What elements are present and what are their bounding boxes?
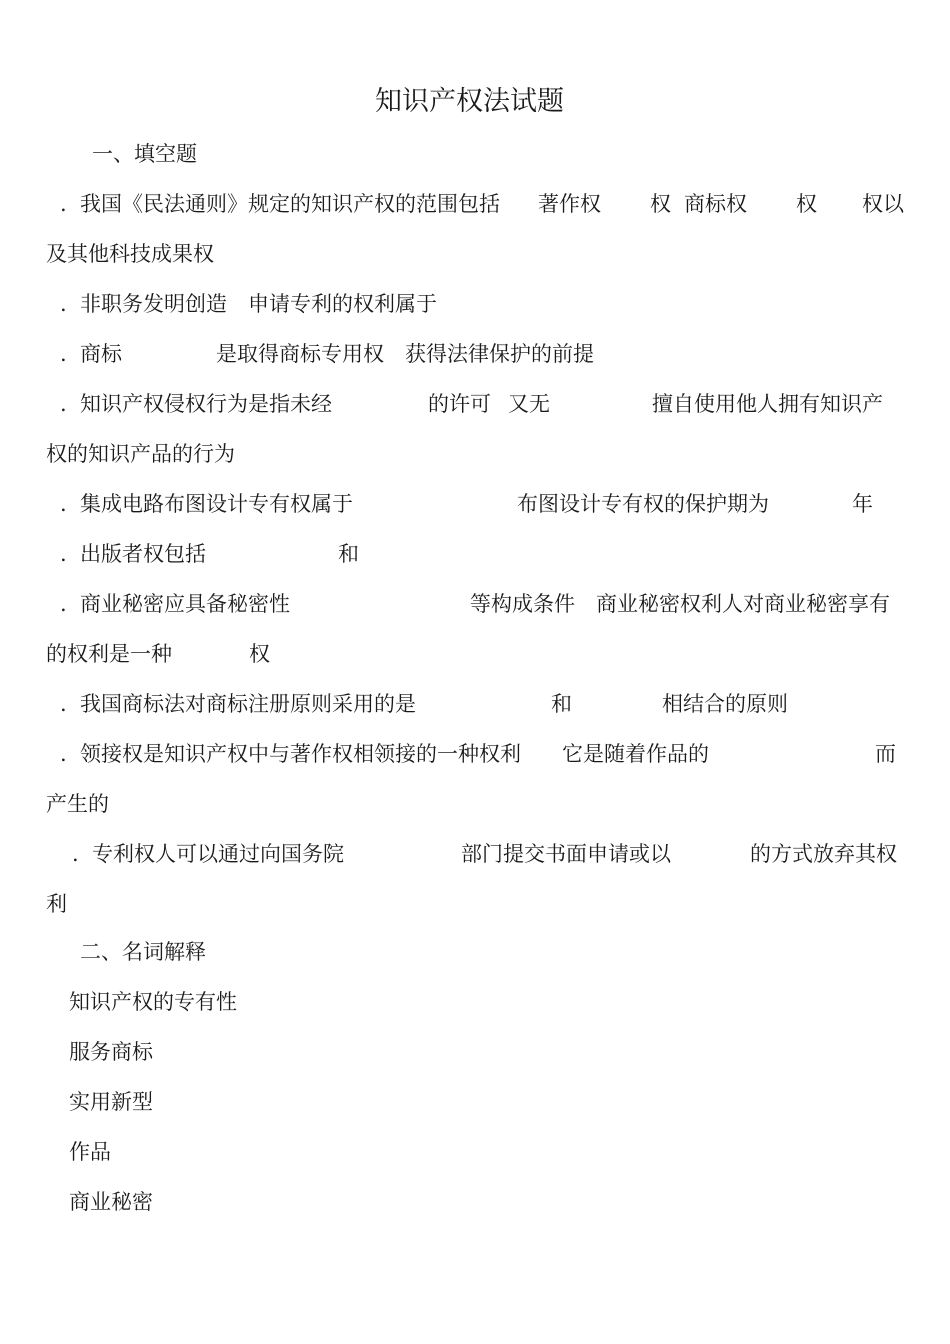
question-number: . — [60, 692, 67, 716]
question-number: . — [60, 292, 67, 316]
term-item: 作品 — [69, 1140, 111, 1164]
question-text: 的方式放弃其权 — [750, 842, 897, 866]
question-text: 权 — [650, 192, 671, 216]
question-text: 和 — [551, 692, 572, 716]
question-text-continued: 的权利是一种 — [46, 642, 172, 666]
question-text-continued: 利 — [46, 892, 67, 916]
question-text: 擅自使用他人拥有知识产 — [652, 392, 883, 416]
question-number: . — [60, 542, 67, 566]
question-number: . — [60, 742, 67, 766]
question-number: . — [72, 842, 79, 866]
question-text: 部门提交书面申请或以 — [461, 842, 671, 866]
term-item: 服务商标 — [69, 1040, 153, 1064]
question-number: . — [60, 192, 67, 216]
question-text: 的许可 — [428, 392, 491, 416]
question-number: . — [60, 392, 67, 416]
question-text: 而 — [875, 742, 896, 766]
question-text: 非职务发明创造 — [80, 292, 227, 316]
question-text: 权 — [796, 192, 817, 216]
question-text: 又无 — [508, 392, 550, 416]
question-text: 商业秘密权利人对商业秘密享有 — [596, 592, 890, 616]
question-text: 申请专利的权利属于 — [248, 292, 437, 316]
question-text: 年 — [852, 492, 873, 516]
term-item: 实用新型 — [69, 1090, 153, 1114]
question-number: . — [60, 592, 67, 616]
question-text: 集成电路布图设计专有权属于 — [80, 492, 353, 516]
question-text: 布图设计专有权的保护期为 — [517, 492, 769, 516]
question-text: 著作权 — [538, 192, 601, 216]
question-text: 专利权人可以通过向国务院 — [92, 842, 344, 866]
question-text: 权以 — [862, 192, 904, 216]
question-number: . — [60, 342, 67, 366]
question-text-continued: 权的知识产品的行为 — [46, 442, 235, 466]
question-number: . — [60, 492, 67, 516]
question-text: 它是随着作品的 — [562, 742, 709, 766]
term-item: 商业秘密 — [69, 1190, 153, 1214]
question-text: 领接权是知识产权中与著作权相领接的一种权利 — [80, 742, 521, 766]
question-text: 获得法律保护的前提 — [405, 342, 594, 366]
question-text: 我国《民法通则》规定的知识产权的范围包括 — [80, 192, 500, 216]
section-heading-definitions: 二、名词解释 — [80, 940, 206, 964]
question-text: 和 — [338, 542, 359, 566]
question-text: 等构成条件 — [470, 592, 575, 616]
question-text: 知识产权侵权行为是指未经 — [80, 392, 332, 416]
term-item: 知识产权的专有性 — [69, 990, 237, 1014]
question-text: 我国商标法对商标注册原则采用的是 — [80, 692, 416, 716]
question-text: 商标权 — [684, 192, 747, 216]
question-text: 商业秘密应具备秘密性 — [80, 592, 290, 616]
question-text: 相结合的原则 — [662, 692, 788, 716]
question-text: 商标 — [80, 342, 122, 366]
question-text-continued: 产生的 — [46, 792, 109, 816]
section-heading-fill-in: 一、填空题 — [92, 142, 197, 166]
question-text: 出版者权包括 — [80, 542, 206, 566]
page-title: 知识产权法试题 — [375, 86, 564, 117]
question-text: 是取得商标专用权 — [216, 342, 384, 366]
question-text-continued: 及其他科技成果权 — [46, 242, 214, 266]
question-text-continued: 权 — [249, 642, 270, 666]
